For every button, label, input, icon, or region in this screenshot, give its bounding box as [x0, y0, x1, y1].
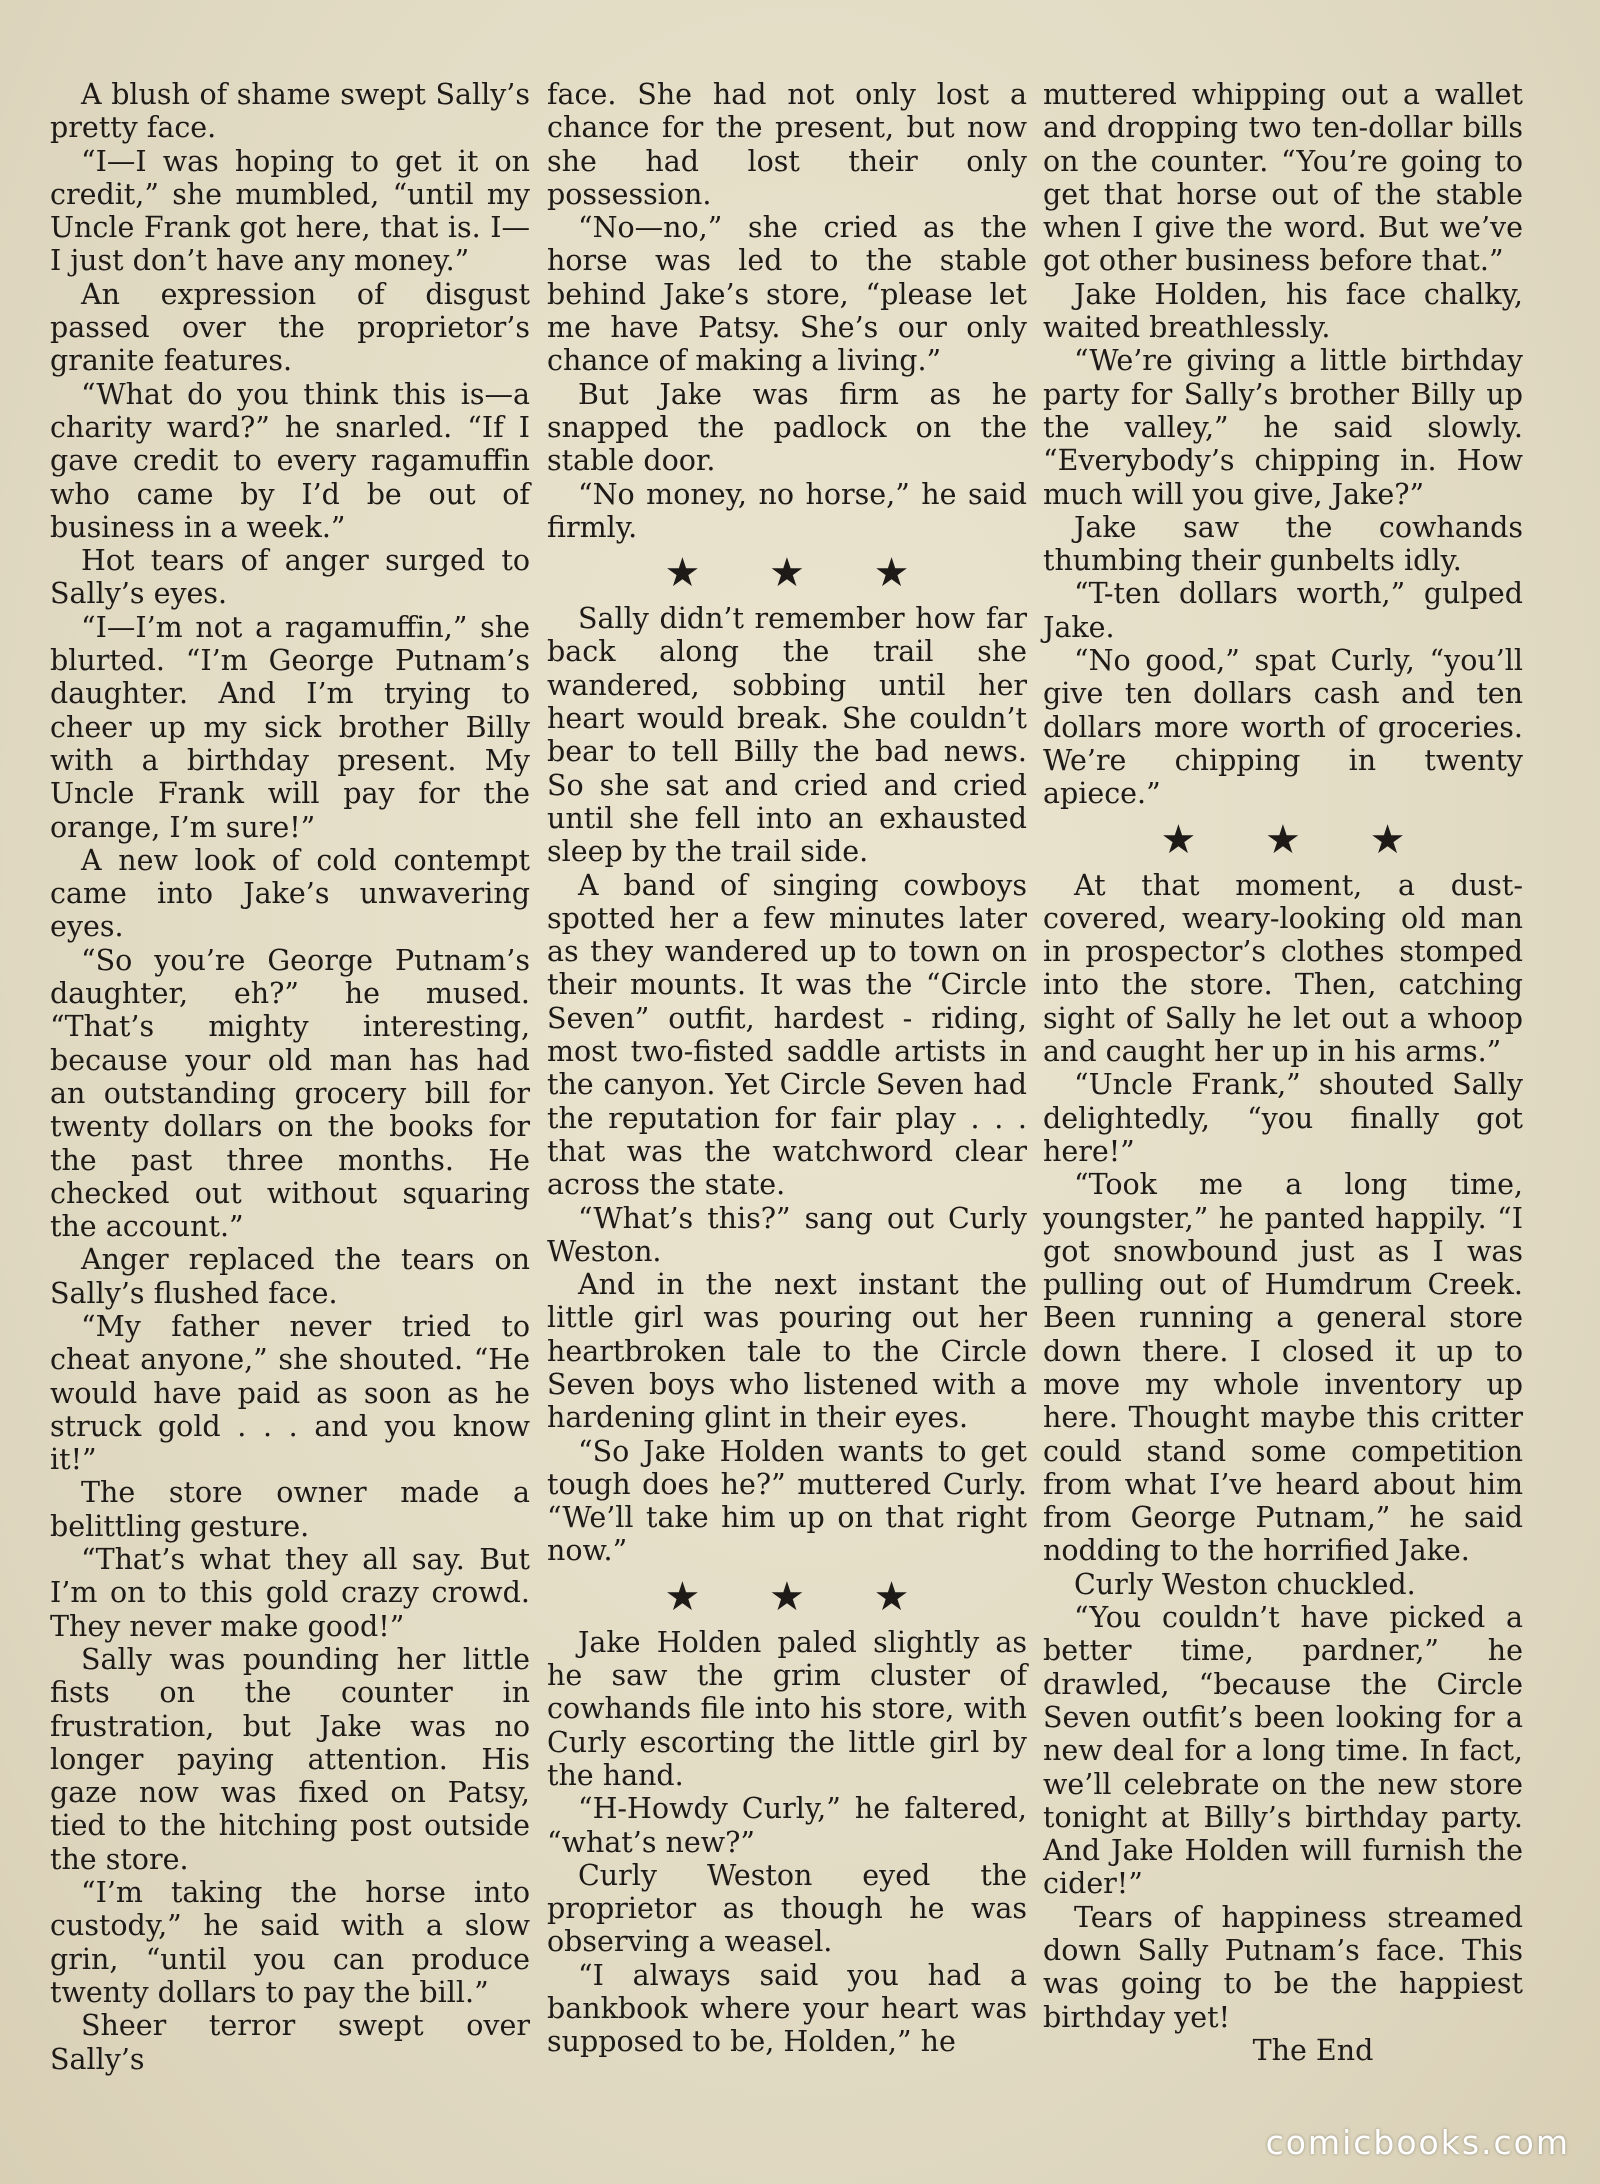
- section-break-stars: ★ ★ ★: [664, 550, 938, 597]
- story-paragraph: A band of singing cowboys spotted her a few minutes later as they wandered up to town on their mounts. It was the “Circle Seven” outfit, hardest - riding, most two-fisted saddle artists in the canyon. Yet Circle Seven had the reputation for fair play . . . that was the watchword clear across the state.: [547, 868, 1027, 1202]
- story-paragraph: “You couldn’t have picked a better time, pardner,” he drawled, “because the Circle Seven outfit’s been looking for a new deal for a long time. In fact, we’ll celebrate on the new store tonight at Billy’s birthday party. And Jake Holden will furnish the cider!”: [1043, 1601, 1523, 1901]
- story-paragraph: “I—I’m not a ragamuffin,” she blurted. “I’m George Putnam’s daughter. And I’m trying to cheer up my sick brother Billy with a birthday present. My Uncle Frank will pay for the orange, I’m sure!”: [50, 610, 530, 844]
- story-paragraph: A new look of cold contempt came into Jake’s unwavering eyes.: [50, 843, 530, 944]
- site-watermark: comicbooks.com: [1265, 2123, 1570, 2162]
- text-column-2: [547, 78, 1027, 2059]
- story-paragraph: An expression of disgust passed over the proprietor’s granite features.: [50, 277, 530, 378]
- story-paragraph: “What do you think this is—a charity ward?” he snarled. “If I gave credit to every ragamuffin who came by I’d be out of business in a week.”: [50, 377, 530, 544]
- story-paragraph: “Uncle Frank,” shouted Sally delightedly, “you finally got here!”: [1043, 1068, 1523, 1168]
- story-paragraph: muttered whipping out a wallet and dropping two ten-dollar bills on the counter. “You’re going to get that horse out of the stable when I give the word. But we’ve got other business before that.”: [1043, 78, 1523, 278]
- story-paragraph: Sally didn’t remember how far back along the trail she wandered, sobbing until her heart would break. She couldn’t bear to tell Billy the bad news. So she sat and cried and cried until she fell into an exhausted sleep by the trail side.: [547, 602, 1027, 869]
- story-paragraph: “My father never tried to cheat anyone,” she shouted. “He would have paid as soon as he struck gold . . . and you know it!”: [50, 1309, 530, 1477]
- story-paragraph: At that moment, a dust-covered, weary-looking old man in prospector’s clothes stomped into the store. Then, catching sight of Sally he let out a whoop and caught her up in his arms.”: [1043, 868, 1523, 1069]
- story-paragraph: But Jake was firm as he snapped the padlock on the stable door.: [547, 377, 1027, 478]
- story-paragraph: “H-Howdy Curly,” he faltered, “what’s new?”: [547, 1792, 1027, 1859]
- text-column-1: [50, 78, 530, 2076]
- text-column-3: [1043, 78, 1523, 2067]
- story-paragraph: “So you’re George Putnam’s daughter, eh?” he mused. “That’s mighty interesting, because your old man has had an outstanding grocery bill for twenty dollars on the books for the past three months. He checked out without squaring the account.”: [50, 943, 530, 1244]
- story-paragraph: “No—no,” she cried as the horse was led to the stable behind Jake’s store, “please let me have Patsy. She’s our only chance of making a living.”: [547, 211, 1027, 378]
- story-paragraph: “Took me a long time, youngster,” he panted happily. “I got snowbound just as I was pulling out of Humdrum Creek. Been running a general store down there. I closed it up to move my whole inventory up here. Thought maybe this critter could stand some competition from what I’ve heard about him from George Putnam,” he said nodding to the horrified Jake.: [1043, 1168, 1523, 1568]
- story-paragraph: Sheer terror swept over Sally’s: [50, 2009, 530, 2076]
- story-paragraph: “That’s what they all say. But I’m on to this gold crazy crowd. They never make good!”: [50, 1543, 530, 1643]
- story-paragraph: “We’re giving a little birthday party for Sally’s brother Billy up the valley,” he said slowly. “Everybody’s chipping in. How much will you give, Jake?”: [1043, 344, 1523, 511]
- story-paragraph: “No money, no horse,” he said firmly.: [547, 477, 1027, 544]
- story-paragraph: Hot tears of anger surged to Sally’s eyes.: [50, 544, 530, 611]
- story-paragraph: face. She had not only lost a chance for the present, but now she had lost their only possession.: [547, 78, 1027, 211]
- story-paragraph: “So Jake Holden wants to get tough does he?” muttered Curly. “We’ll take him up on that right now.”: [547, 1434, 1027, 1568]
- story-paragraph: “No good,” spat Curly, “you’ll give ten dollars cash and ten dollars more worth of groceries. We’re chipping in twenty apiece.”: [1043, 644, 1523, 811]
- story-paragraph: Jake saw the cowhands thumbing their gunbelts idly.: [1043, 510, 1523, 578]
- story-paragraph: Jake Holden, his face chalky, waited breathlessly.: [1043, 277, 1523, 345]
- story-paragraph: Anger replaced the tears on Sally’s flushed face.: [50, 1243, 530, 1310]
- story-paragraph: “I always said you had a bankbook where your heart was supposed to be, Holden,” he: [547, 1958, 1027, 2059]
- story-paragraph: A blush of shame swept Sally’s pretty face.: [50, 78, 530, 145]
- story-paragraph: Jake Holden paled slightly as he saw the grim cluster of cowhands file into his store, with Curly escorting the little girl by the hand.: [547, 1625, 1027, 1792]
- section-break-stars: ★ ★ ★: [1160, 816, 1434, 863]
- story-paragraph: Curly Weston eyed the proprietor as though he was observing a weasel.: [547, 1858, 1027, 1959]
- story-paragraph: Sally was pounding her little fists on the counter in frustration, but Jake was no longer paying attention. His gaze now was fixed on Patsy, tied to the hitching post outside the store.: [50, 1642, 530, 1876]
- story-paragraph: “T-ten dollars worth,” gulped Jake.: [1043, 577, 1523, 644]
- story-paragraph: “I’m taking the horse into custody,” he said with a slow grin, “until you can produce twenty dollars to pay the bill.”: [50, 1876, 530, 2009]
- story-paragraph: “I—I was hoping to get it on credit,” she mumbled, “until my Uncle Frank got here, that is. I—I just don’t have any money.”: [50, 144, 530, 278]
- story-paragraph: Tears of happiness streamed down Sally Putnam’s face. This was going to be the happiest birthday yet!: [1043, 1900, 1523, 2034]
- section-break-stars: ★ ★ ★: [664, 1573, 938, 1620]
- story-paragraph: Curly Weston chuckled.: [1074, 1567, 1416, 1601]
- story-end-label: The End: [1252, 2033, 1374, 2067]
- story-paragraph: The store owner made a belittling gesture.: [50, 1476, 530, 1543]
- story-paragraph: And in the next instant the little girl was pouring out her heartbroken tale to the Circle Seven boys who listened with a hardening glint in their eyes.: [547, 1268, 1027, 1435]
- story-paragraph: “What’s this?” sang out Curly Weston.: [547, 1201, 1027, 1268]
